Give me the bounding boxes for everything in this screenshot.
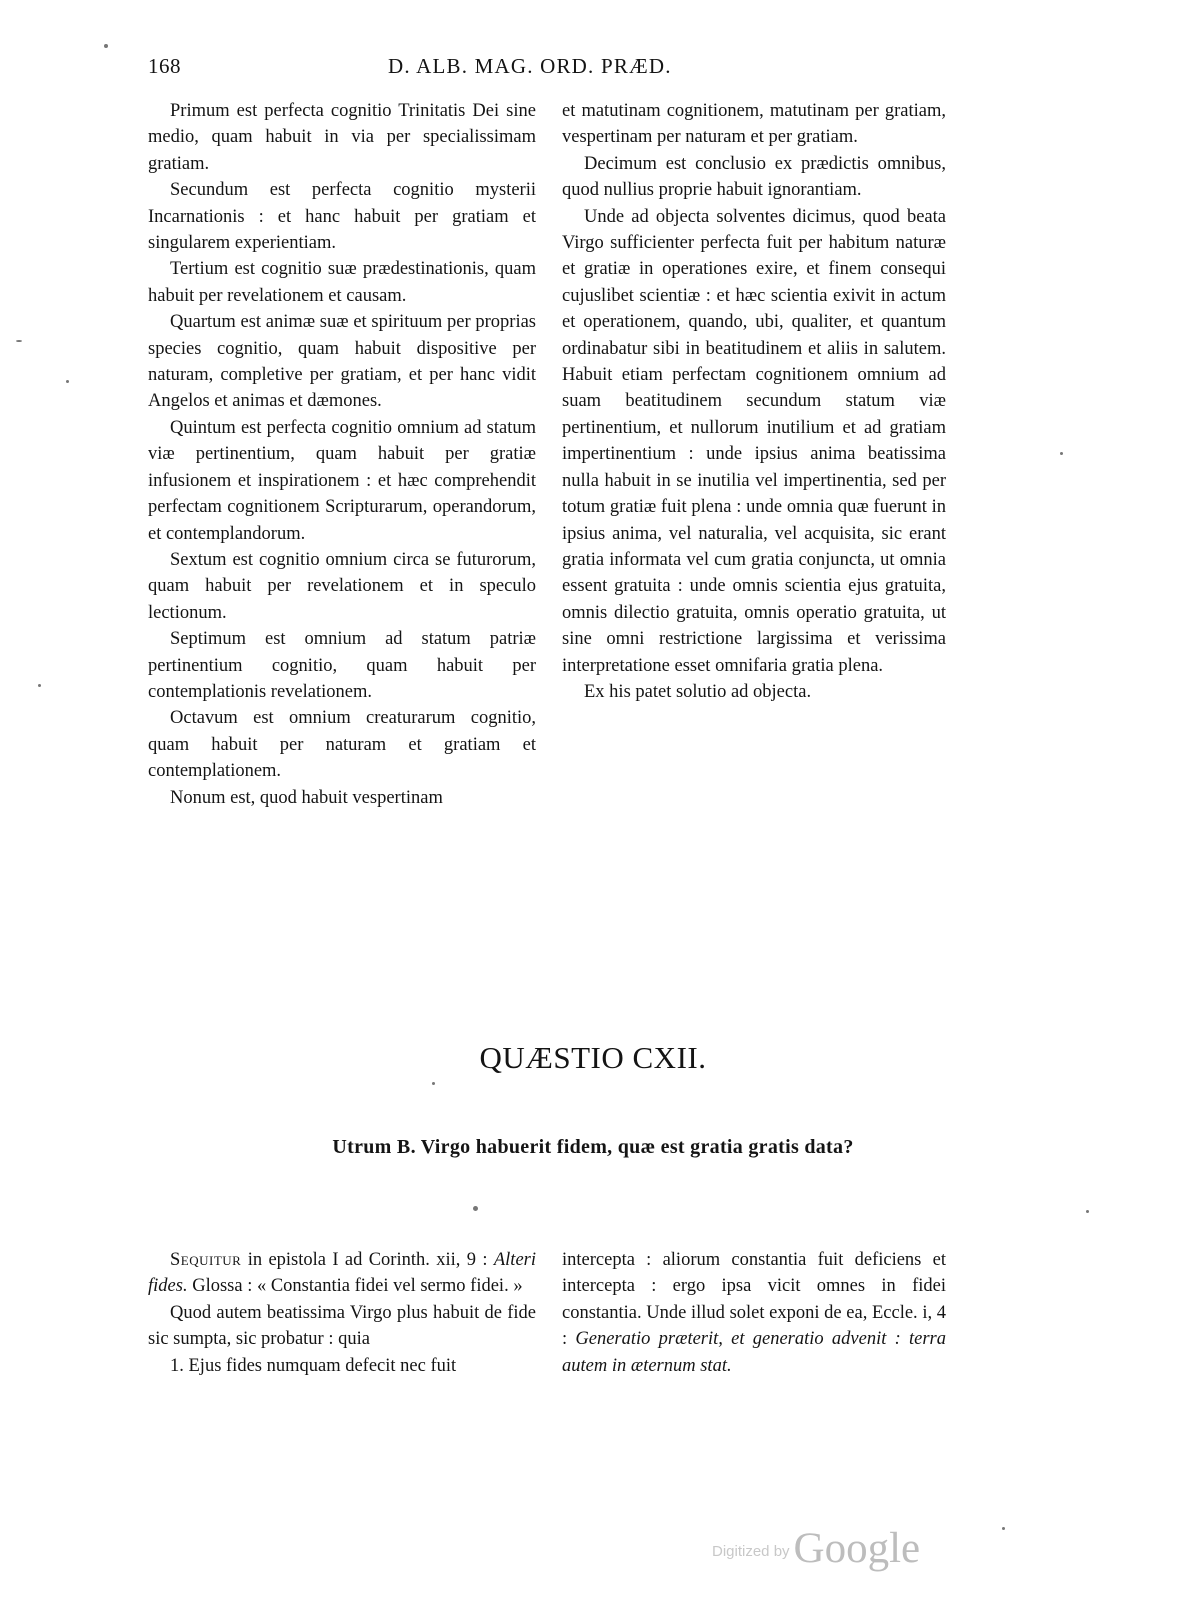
text-run: intercepta : aliorum constantia fuit deficiens et intercepta : ergo ipsa vicit omnes in fidei constantia. Unde illud solet exponi de ea, Eccle. i, 4 : — [562, 1250, 946, 1350]
paragraph: Nonum est, quod habuit vespertinam — [170, 787, 443, 808]
paragraph-continuation: et matutinam cognitionem, matutinam per gratiam, vespertinam per naturam et per gratiam. — [562, 101, 946, 148]
paragraph: Secundum est perfecta cognitio mysterii Incarnationis : et hanc habuit per gratiam et singularem experientiam. — [148, 180, 536, 254]
scan-speck — [432, 1082, 435, 1085]
scan-speck — [473, 1206, 478, 1211]
watermark-prefix: Digitized by — [712, 1543, 790, 1560]
paragraph: Sextum est cognitio omnium circa se futurorum, quam habuit per revelationem et in speculo lectionum. — [148, 549, 536, 623]
scan-speck — [1086, 1210, 1089, 1213]
opening-word: Sequitur — [170, 1250, 242, 1270]
question-title: QUÆSTIO CXII. — [479, 1040, 707, 1075]
paragraph: Quod autem beatissima Virgo plus habuit de fide sic sumpta, sic probatur : quia — [148, 1302, 536, 1350]
scan-speck — [104, 44, 108, 48]
paragraph — [148, 1247, 536, 1300]
quoted-scripture: Generatio præterit, et generatio advenit : terra autem in æternum stat. — [562, 1329, 946, 1376]
question-subtitle: Utrum B. Virgo habuerit fidem, quæ est gratia gratis data? — [332, 1136, 854, 1158]
paragraph: Unde ad objecta solventes dicimus, quod beata Virgo sufficienter perfecta fuit per habitum naturæ et gratiæ in operationes exire, et finem consequi cujuslibet scientiæ : et hæc scientia exivit in actum et operationem, quando, ubi, qualiter, et quantum ordinabatur sibi in beatitudinem et aliis in salutem. Habuit etiam perfectam cognitionem omnium ad suam beatitudinem secundum statum viæ pertinentium, et nullorum inutilium et ad gratiam impertinentium : unde ipsius anima beatissima nulla habuit in se inutilia vel impertinentia, sed per totum gratiæ fuit plena : unde omnia quæ fuerunt in ipsius anima, vel naturalia, vel acquisita, sic erant gratia informata vel cum gratia conjuncta, ut omnia essent gratuita : unde omnis scientia ejus gratuita, omnis dilectio gratuita, omnis operatio gratuita, ut sine omni restrictione largissima et verissima interpretatione esset omnifaria gratia plena. — [562, 206, 946, 676]
left-column-top — [148, 98, 536, 811]
scan-speck — [16, 340, 22, 342]
scan-speck — [1060, 452, 1063, 455]
scan-speck — [1002, 1527, 1005, 1530]
paragraph-continuation — [562, 1247, 946, 1379]
paragraph: Primum est perfecta cognitio Trinitatis Dei sine medio, quam habuit in via per specialissimam gratiam. — [148, 101, 536, 174]
left-column-bottom — [148, 1247, 536, 1379]
running-head: D. ALB. MAG. ORD. PRÆD. — [388, 54, 672, 78]
paragraph: Octavum est omnium creaturarum cognitio, quam habuit per naturam et gratiam et contemplationem. — [148, 708, 536, 782]
text-run: in epistola I ad Corinth. xii, 9 : — [241, 1250, 494, 1270]
paragraph: Decimum est conclusio ex prædictis omnibus, quod nullius proprie habuit ignorantiam. — [562, 153, 946, 201]
right-column-top — [562, 98, 946, 705]
right-column-bottom — [562, 1247, 946, 1379]
paragraph: Quartum est animæ suæ et spirituum per proprias species cognitio, quam habuit dispositive per naturam, completive per gratiam, et per hanc vidit Angelos et animas et dæmones. — [148, 312, 536, 412]
page-number: 168 — [148, 54, 181, 78]
paragraph: Quintum est perfecta cognitio omnium ad statum viæ pertinentium, quam habuit per gratiæ infusionem et inspirationem : et hæc comprehendit perfectam cognitionem Scripturarum, operandorum, et contemplandorum. — [148, 417, 536, 544]
scan-speck — [66, 380, 69, 383]
paragraph: 1. Ejus fides numquam defecit nec fuit — [170, 1355, 457, 1376]
page-header — [148, 54, 944, 88]
paragraph: Ex his patet solutio ad objecta. — [584, 681, 812, 702]
paragraph: Tertium est cognitio suæ prædestinationis, quam habuit per revelationem et causam. — [148, 259, 536, 306]
paragraph: Septimum est omnium ad statum patriæ pertinentium cognitio, quam habuit per contemplationis revelationem. — [148, 629, 536, 702]
quoted-scripture: Alteri fides. — [148, 1250, 536, 1297]
text-run: Glossa : « Constantia fidei vel sermo fidei. » — [187, 1276, 523, 1297]
scan-speck — [38, 684, 41, 687]
google-logo: Google — [793, 1525, 921, 1572]
digitized-watermark — [712, 1524, 920, 1572]
